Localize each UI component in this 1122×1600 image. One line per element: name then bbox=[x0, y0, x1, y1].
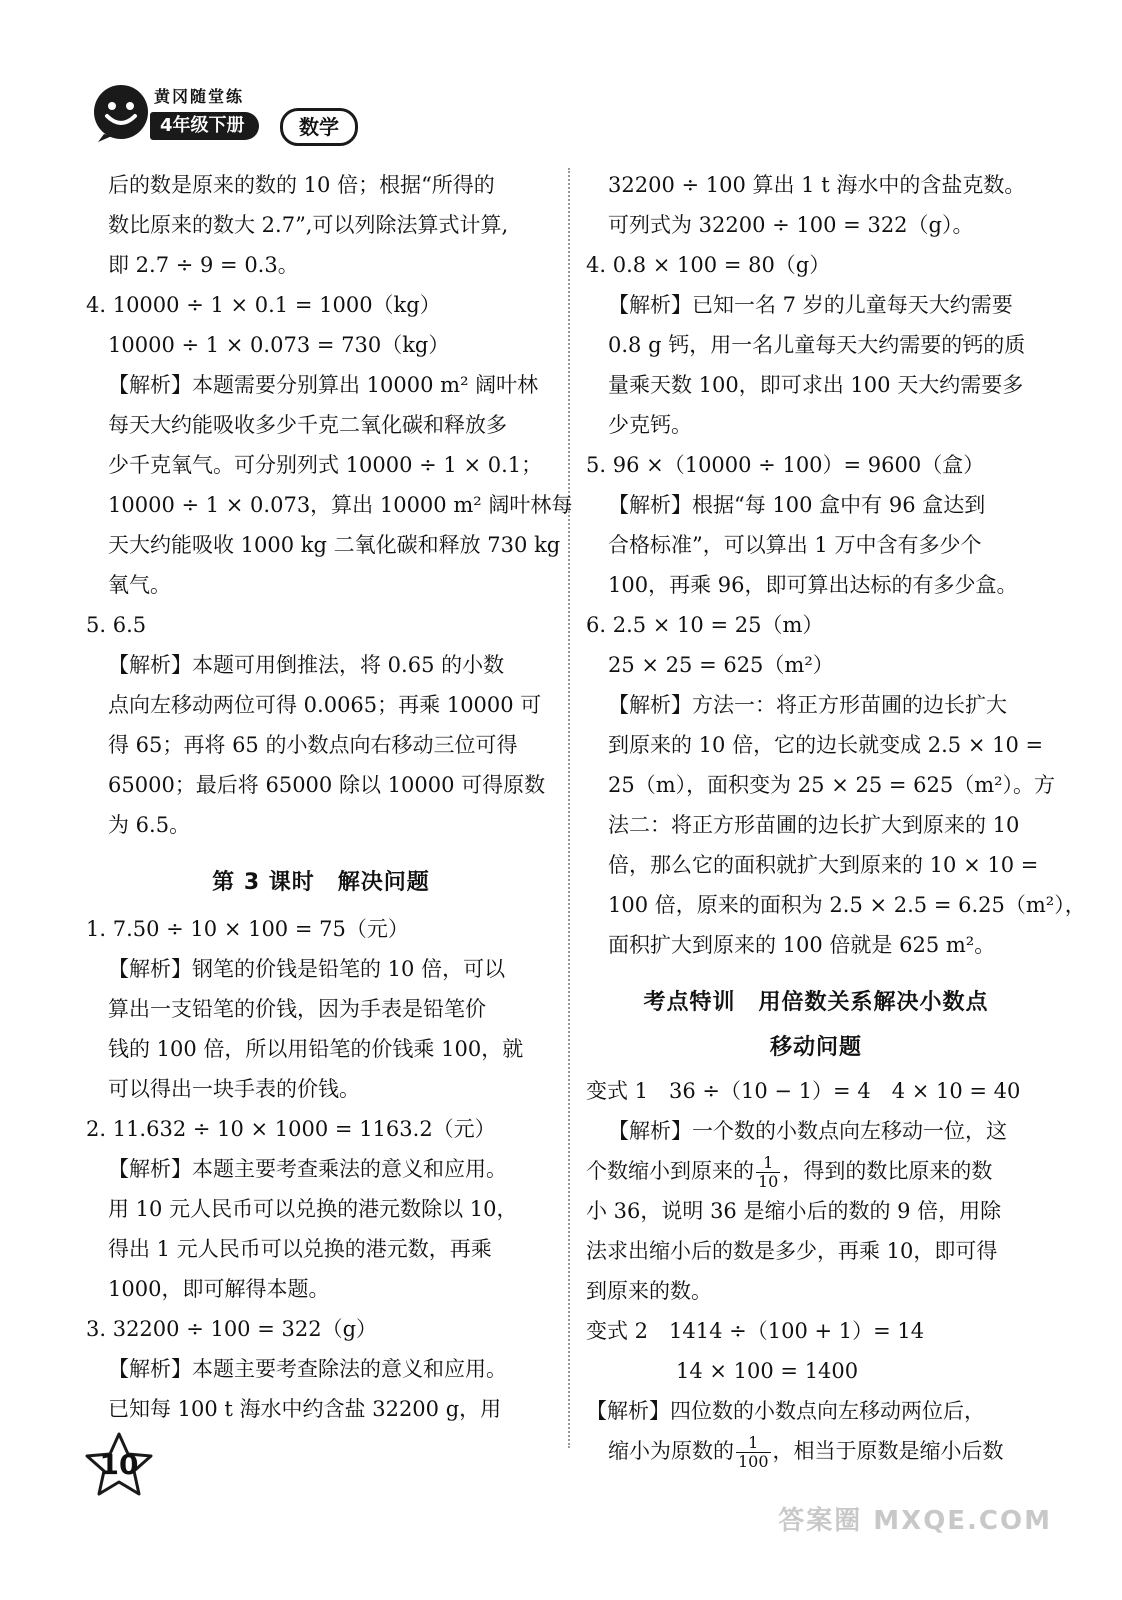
answer-4: 4. 10000 ÷ 1 × 0.1 = 1000（kg） bbox=[86, 293, 441, 317]
analysis-2: 【解析】本题主要考查乘法的意义和应用。 bbox=[108, 1157, 507, 1181]
answer-2: 2. 11.632 ÷ 10 × 1000 = 1163.2（元） bbox=[86, 1117, 496, 1141]
fraction-denominator: 10 bbox=[758, 1172, 779, 1191]
text-line: 为 6.5。 bbox=[108, 813, 191, 837]
analysis-6: 【解析】方法一：将正方形苗圃的边长扩大 bbox=[608, 693, 1007, 717]
text-fragment: 缩小为原数的 bbox=[608, 1439, 734, 1463]
text-line: 天大约能吸收 1000 kg 二氧化碳和释放 730 kg bbox=[108, 533, 561, 557]
text-line: 法二：将正方形苗圃的边长扩大到原来的 10 bbox=[608, 813, 1020, 837]
section-heading: 第 3 课时 解决问题 bbox=[212, 870, 430, 895]
text-fragment: ，相当于原数是缩小后数 bbox=[772, 1439, 1004, 1463]
answer-5: 5. 96 ×（10000 ÷ 100）= 9600（盒） bbox=[586, 453, 985, 477]
answer-5: 5. 6.5 bbox=[86, 613, 147, 637]
text-line: 法求出缩小后的数是多少，再乘 10，即可得 bbox=[586, 1239, 998, 1263]
text-line: 即 2.7 ÷ 9 = 0.3。 bbox=[108, 253, 299, 277]
text-line: 点向左移动两位可得 0.0065；再乘 10000 可 bbox=[108, 693, 542, 717]
analysis-variant-1: 【解析】一个数的小数点向左移动一位，这 bbox=[608, 1119, 1007, 1143]
variant-1: 变式 1 36 ÷（10 − 1）= 4 4 × 10 = 40 bbox=[586, 1079, 1021, 1103]
text-line: 0.8 g 钙，用一名儿童每天大约需要的钙的质 bbox=[608, 333, 1026, 357]
text-line-fraction bbox=[586, 1431, 1046, 1471]
text-line: 14 × 100 = 1400 bbox=[676, 1359, 859, 1383]
subject-badge: 数学 bbox=[280, 108, 358, 146]
text-fragment: 个数缩小到原来的 bbox=[586, 1159, 754, 1183]
text-line: 10000 ÷ 1 × 0.073 = 730（kg） bbox=[108, 333, 450, 357]
answer-6: 6. 2.5 × 10 = 25（m） bbox=[586, 613, 824, 637]
grade-badge: 4年级下册 bbox=[150, 112, 259, 140]
right-column bbox=[586, 165, 1086, 1471]
analysis-5: 【解析】根据“每 100 盒中有 96 盒达到 bbox=[608, 493, 986, 517]
answer-1: 1. 7.50 ÷ 10 × 100 = 75（元） bbox=[86, 917, 409, 941]
analysis-variant-2: 【解析】四位数的小数点向左移动两位后， bbox=[586, 1399, 985, 1423]
analysis-1: 【解析】钢笔的价钱是铅笔的 10 倍，可以 bbox=[108, 957, 506, 981]
text-line: 65000；最后将 65000 除以 10000 可得原数 bbox=[108, 773, 546, 797]
smiley-icon bbox=[90, 82, 152, 144]
answer-3: 3. 32200 ÷ 100 = 322（g） bbox=[86, 1317, 378, 1341]
column-divider bbox=[568, 168, 570, 1448]
text-line: 钱的 100 倍，所以用铅笔的价钱乘 100，就 bbox=[108, 1037, 524, 1061]
text-line: 每天大约能吸收多少千克二氧化碳和释放多 bbox=[108, 413, 507, 437]
analysis-4: 【解析】本题需要分别算出 10000 m² 阔叶林 bbox=[108, 373, 539, 397]
book-series-title: 黄冈随堂练 bbox=[154, 87, 245, 106]
fraction-numerator: 1 bbox=[736, 1434, 771, 1453]
text-line: 面积扩大到原来的 100 倍就是 625 m²。 bbox=[608, 933, 996, 957]
text-line: 得 65；再将 65 的小数点向右移动三位可得 bbox=[108, 733, 518, 757]
text-line-fraction bbox=[586, 1151, 1046, 1191]
text-line: 32200 ÷ 100 算出 1 t 海水中的含盐克数。 bbox=[608, 173, 1026, 197]
text-line: 到原来的 10 倍，它的边长就变成 2.5 × 10 = bbox=[608, 733, 1044, 757]
fraction bbox=[736, 1434, 771, 1471]
text-line: 得出 1 元人民币可以兑换的港元数，再乘 bbox=[108, 1237, 492, 1261]
text-line: 合格标准”，可以算出 1 万中含有多少个 bbox=[608, 533, 982, 557]
text-line: 用 10 元人民币可以兑换的港元数除以 10， bbox=[108, 1197, 518, 1221]
section-heading: 考点特训 用倍数关系解决小数点 bbox=[643, 990, 989, 1015]
answer-4: 4. 0.8 × 100 = 80（g） bbox=[586, 253, 831, 277]
text-line: 已知每 100 t 海水中约含盐 32200 g，用 bbox=[108, 1397, 502, 1421]
left-column bbox=[86, 165, 573, 1429]
text-line: 氧气。 bbox=[108, 573, 171, 597]
fraction bbox=[756, 1154, 780, 1191]
text-line: 25（m），面积变为 25 × 25 = 625（m²）。方 bbox=[608, 773, 1056, 797]
text-line: 量乘天数 100，即可求出 100 天大约需要多 bbox=[608, 373, 1024, 397]
text-line: 后的数是原来的数的 10 倍；根据“所得的 bbox=[108, 173, 495, 197]
text-line: 小 36，说明 36 是缩小后的数的 9 倍，用除 bbox=[586, 1199, 1002, 1223]
analysis-5: 【解析】本题可用倒推法，将 0.65 的小数 bbox=[108, 653, 505, 677]
book-header bbox=[84, 80, 404, 160]
text-line: 100 倍，原来的面积为 2.5 × 2.5 = 6.25（m²）， bbox=[608, 893, 1086, 917]
text-line: 可列式为 32200 ÷ 100 = 322（g）。 bbox=[608, 213, 974, 237]
text-line: 倍，那么它的面积就扩大到原来的 10 × 10 = bbox=[608, 853, 1039, 877]
watermark: 答案圈 MXQE.COM bbox=[778, 1506, 1052, 1536]
text-line: 可以得出一块手表的价钱。 bbox=[108, 1077, 360, 1101]
text-line: 算出一支铅笔的价钱，因为手表是铅笔价 bbox=[108, 997, 486, 1021]
text-line: 25 × 25 = 625（m²） bbox=[608, 653, 834, 677]
analysis-4: 【解析】已知一名 7 岁的儿童每天大约需要 bbox=[608, 293, 1013, 317]
analysis-3: 【解析】本题主要考查除法的意义和应用。 bbox=[108, 1357, 507, 1381]
text-line: 到原来的数。 bbox=[586, 1279, 712, 1303]
section-heading-line2: 移动问题 bbox=[769, 1035, 862, 1060]
fraction-denominator: 100 bbox=[738, 1452, 769, 1471]
text-line: 1000，即可解得本题。 bbox=[108, 1277, 330, 1301]
text-line: 100，再乘 96，即可算出达标的有多少盒。 bbox=[608, 573, 1018, 597]
text-line: 10000 ÷ 1 × 0.073，算出 10000 m² 阔叶林每 bbox=[108, 493, 573, 517]
text-line: 少克钙。 bbox=[608, 413, 692, 437]
text-fragment: ，得到的数比原来的数 bbox=[782, 1159, 993, 1183]
text-line: 数比原来的数大 2.7”,可以列除法算式计算, bbox=[108, 213, 509, 237]
variant-2: 变式 2 1414 ÷（100 + 1）= 14 bbox=[586, 1319, 925, 1343]
page-number: 10 bbox=[99, 1448, 139, 1481]
fraction-numerator: 1 bbox=[756, 1154, 780, 1173]
text-line: 少千克氧气。可分别列式 10000 ÷ 1 × 0.1； bbox=[108, 453, 543, 477]
